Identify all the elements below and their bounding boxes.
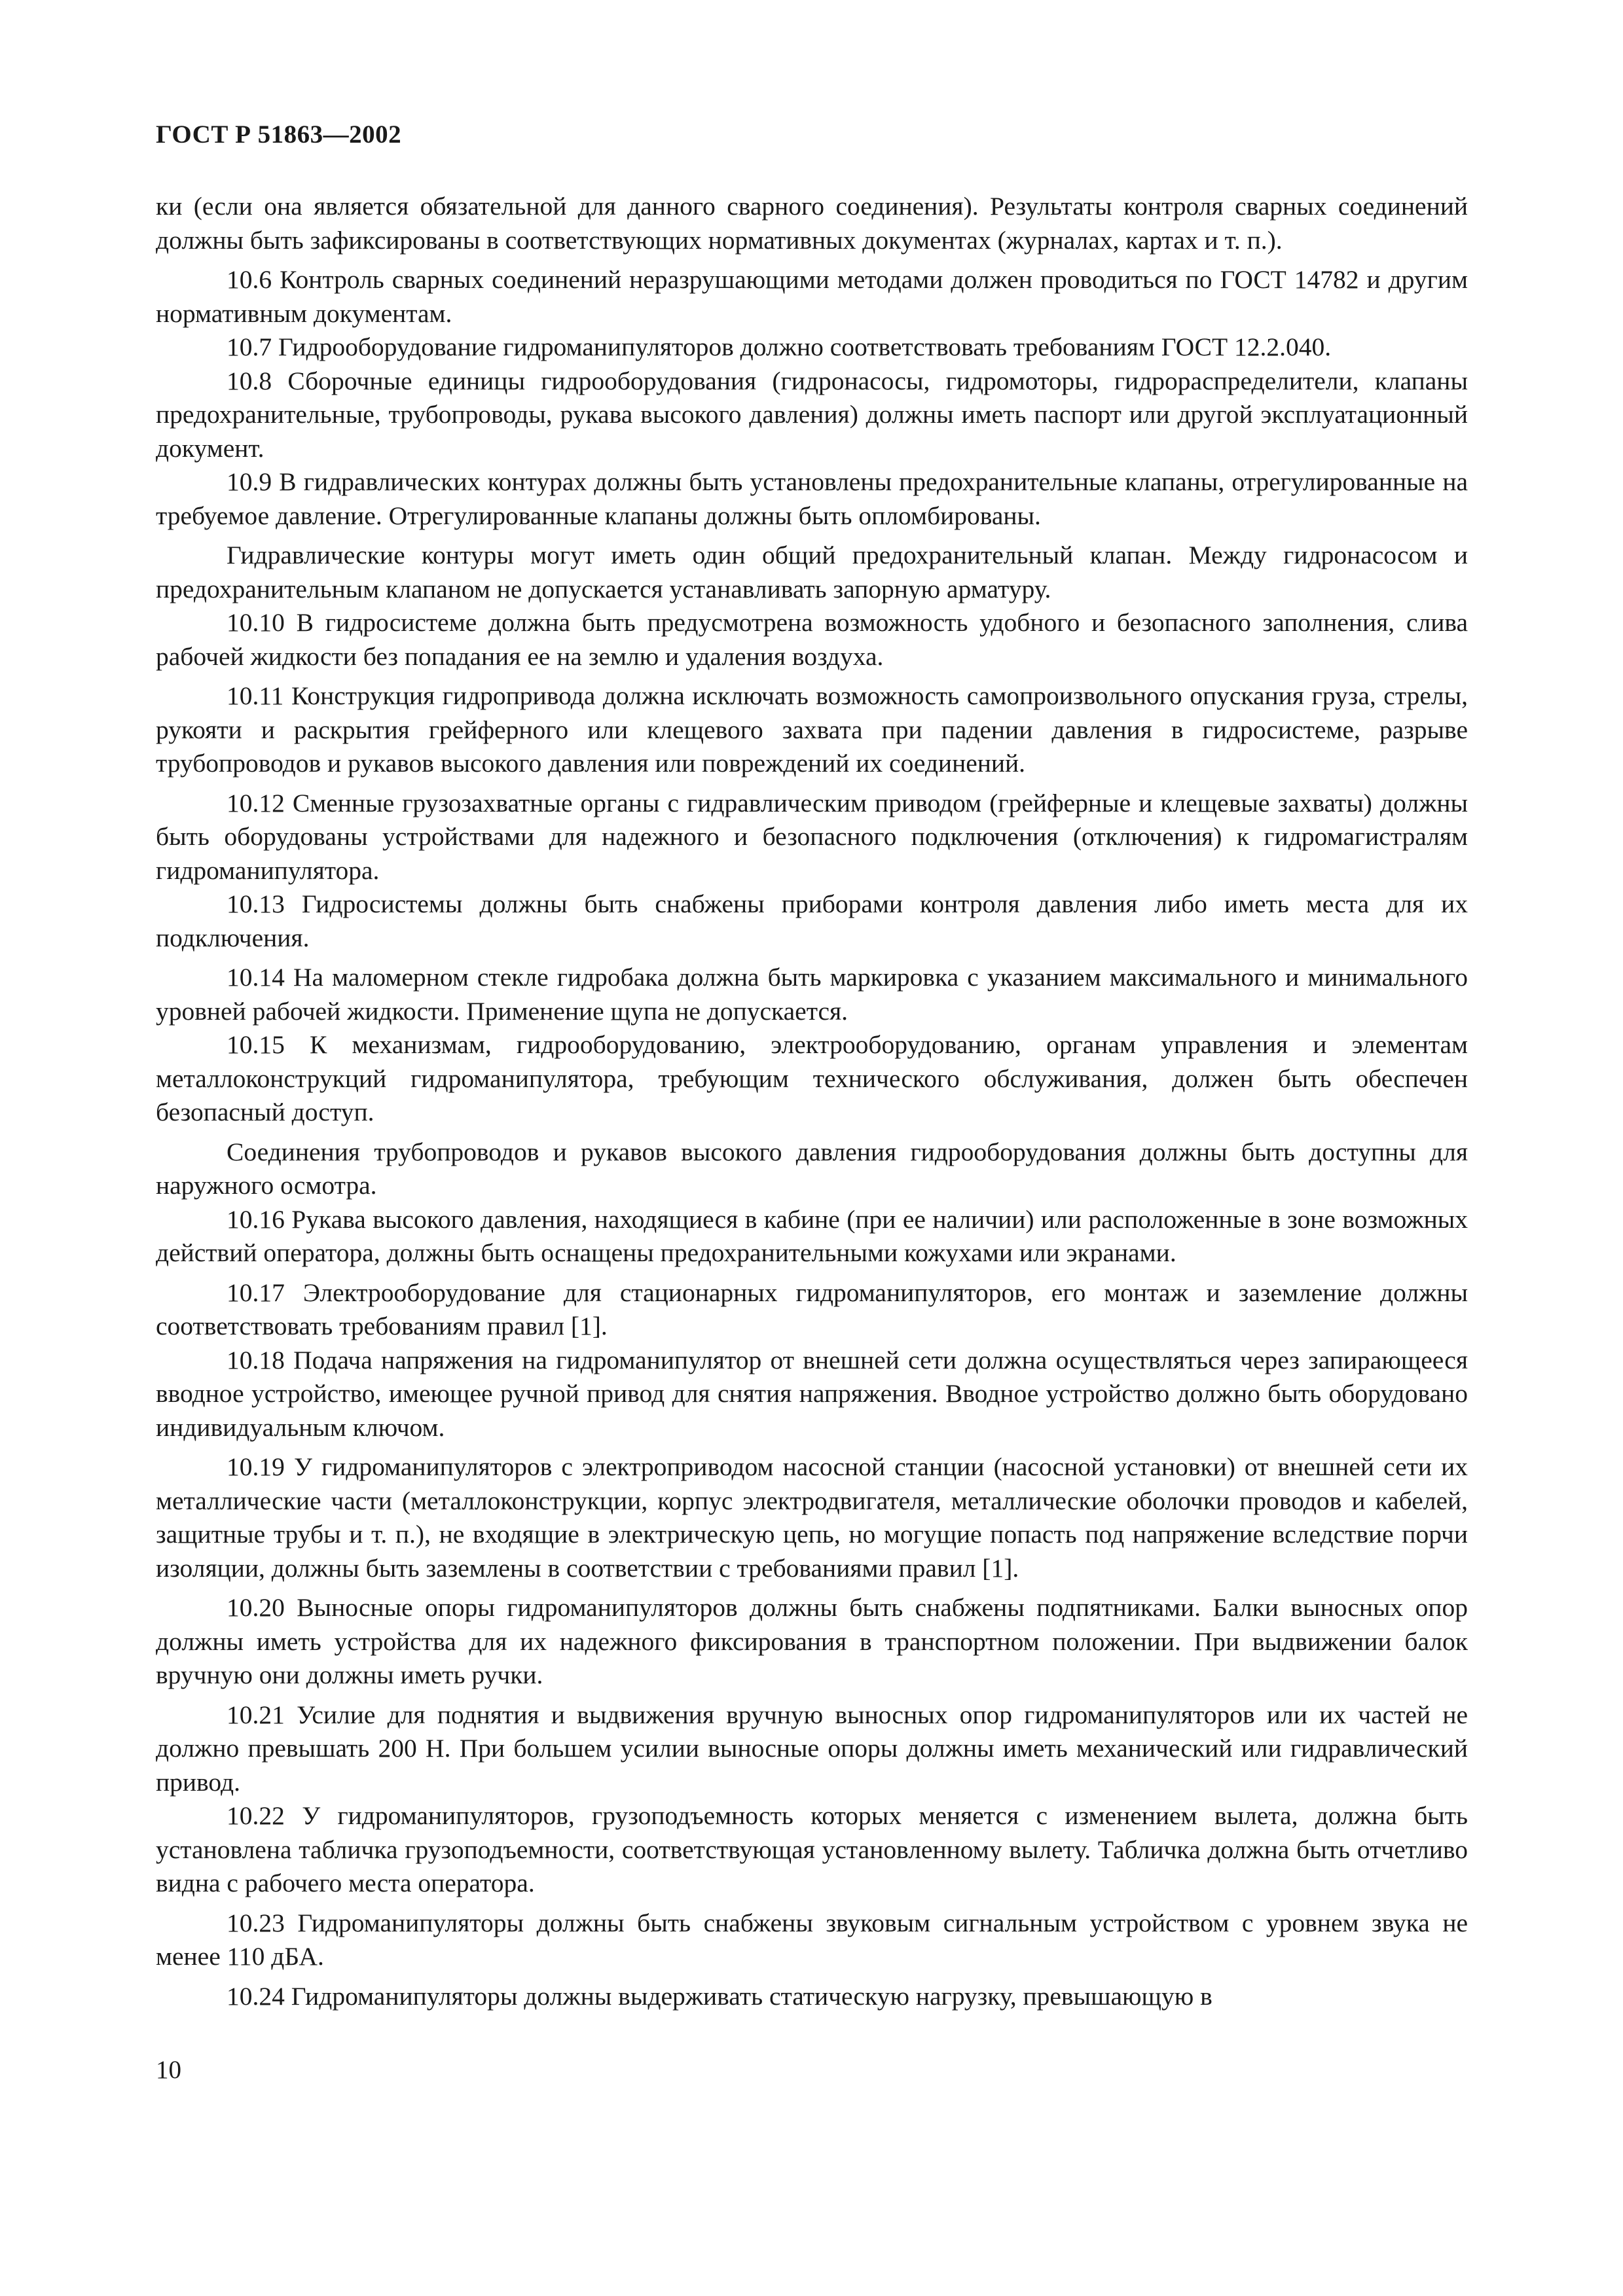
paragraph-10-11: 10.11 Конструкция гидропривода должна исключать возможность самопроизвольного опускания груза, стрелы, рукояти и раскрытия грейферного или клещевого захвата при падении давления в гидросистеме, разрыве трубопроводов и рукавов высокого давления или повреждений их соединений. bbox=[156, 681, 1468, 778]
document-header: ГОСТ Р 51863—2002 bbox=[156, 120, 402, 149]
paragraph-10-23: 10.23 Гидроманипуляторы должны быть снабжены звуковым сигнальным устройством с уровнем звука не менее 110 дБА. bbox=[156, 1908, 1468, 1971]
paragraph-10-24: 10.24 Гидроманипуляторы должны выдерживать статическую нагрузку, превышающую в bbox=[227, 1981, 1213, 2011]
paragraph-10-10: 10.10 В гидросистеме должна быть предусмотрена возможность удобного и безопасного заполнения, слива рабочей жидкости без попадания ее на землю и удаления воздуха. bbox=[156, 608, 1468, 671]
paragraph-10-15: 10.15 К механизмам, гидрооборудованию, электрооборудованию, органам управления и элементам металлоконструкций гидроманипулятора, требующим технического обслуживания, должен быть обеспечен безопасный доступ. bbox=[156, 1030, 1468, 1126]
paragraph-10-14: 10.14 На маломерном стекле гидробака должна быть маркировка с указанием максимального и минимального уровней рабочей жидкости. Применение щупа не допускается. bbox=[156, 963, 1468, 1026]
paragraph-10-17: 10.17 Электрооборудование для стационарных гидроманипуляторов, его монтаж и заземление должны соответствовать требованиям правил [1]. bbox=[156, 1278, 1468, 1340]
paragraph-continuation: ки (если она является обязательной для данного сварного соединения). Результаты контроля сварных соединений должны быть зафиксированы в соответствующих нормативных документах (журналах, картах и т. п.). bbox=[156, 192, 1468, 255]
paragraph-10-18: 10.18 Подача напряжения на гидроманипулятор от внешней сети должна осуществляться через запирающееся вводное устройство, имеющее ручной привод для снятия напряжения. Вводное устройство должно быть оборудовано индивидуальным ключом. bbox=[156, 1345, 1468, 1442]
document-body bbox=[156, 190, 1468, 2013]
paragraph-10-7: 10.7 Гидрооборудование гидроманипуляторов должно соответствовать требованиям ГОСТ 12.2.040. bbox=[227, 332, 1332, 361]
paragraph-10-19: 10.19 У гидроманипуляторов с электроприводом насосной станции (насосной установки) от внешней сети их металлические части (металлоконструкции, корпус электродвигателя, металлические оболочки проводов и кабелей, защитные трубы и т. п.), не входящие в электрическую цепь, но могущие попасть под напряжение вследствие порчи изоляции, должны быть заземлены в соответствии с требованиями правил [1]. bbox=[156, 1452, 1468, 1583]
paragraph-10-22: 10.22 У гидроманипуляторов, грузоподъемность которых меняется с изменением вылета, должна быть установлена табличка грузоподъемности, соответствующая установленному вылету. Табличка должна быть отчетливо видна с рабочего места оператора. bbox=[156, 1801, 1468, 1897]
page-number: 10 bbox=[156, 2056, 181, 2084]
paragraph-10-8: 10.8 Сборочные единицы гидрооборудования (гидронасосы, гидромоторы, гидрораспределители, клапаны предохранительные, трубопроводы, рукава высокого давления) должны иметь паспорт или другой эксплуатационный документ. bbox=[156, 366, 1468, 463]
paragraph-10-9-note: Гидравлические контуры могут иметь один общий предохранительный клапан. Между гидронасосом и предохранительным клапаном не допускается устанавливать запорную арматуру. bbox=[156, 541, 1468, 603]
paragraph-10-20: 10.20 Выносные опоры гидроманипуляторов должны быть снабжены подпятниками. Балки выносных опор должны иметь устройства для их надежного фиксирования в транспортном положении. При выдвижении балок вручную они должны иметь ручки. bbox=[156, 1593, 1468, 1689]
paragraph-10-13: 10.13 Гидросистемы должны быть снабжены приборами контроля давления либо иметь места для их подключения. bbox=[156, 889, 1468, 952]
paragraph-10-12: 10.12 Сменные грузозахватные органы с гидравлическим приводом (грейферные и клещевые захваты) должны быть оборудованы устройствами для надежного и безопасного подключения (отключения) к гидромагистралям гидроманипулятора. bbox=[156, 788, 1468, 885]
paragraph-10-6: 10.6 Контроль сварных соединений неразрушающими методами должен проводиться по ГОСТ 14782 и другим нормативным документам. bbox=[156, 265, 1468, 328]
paragraph-10-15-note: Соединения трубопроводов и рукавов высокого давления гидрооборудования должны быть доступны для наружного осмотра. bbox=[156, 1137, 1468, 1200]
paragraph-10-16: 10.16 Рукава высокого давления, находящиеся в кабине (при ее наличии) или расположенные в зоне возможных действий оператора, должны быть оснащены предохранительными кожухами или экранами. bbox=[156, 1204, 1468, 1267]
paragraph-10-9: 10.9 В гидравлических контурах должны быть установлены предохранительные клапаны, отрегулированные на требуемое давление. Отрегулированные клапаны должны быть опломбированы. bbox=[156, 467, 1468, 530]
paragraph-10-21: 10.21 Усилие для поднятия и выдвижения вручную выносных опор гидроманипуляторов или их частей не должно превышать 200 Н. При большем усилии выносные опоры должны иметь механический или гидравлический привод. bbox=[156, 1700, 1468, 1797]
